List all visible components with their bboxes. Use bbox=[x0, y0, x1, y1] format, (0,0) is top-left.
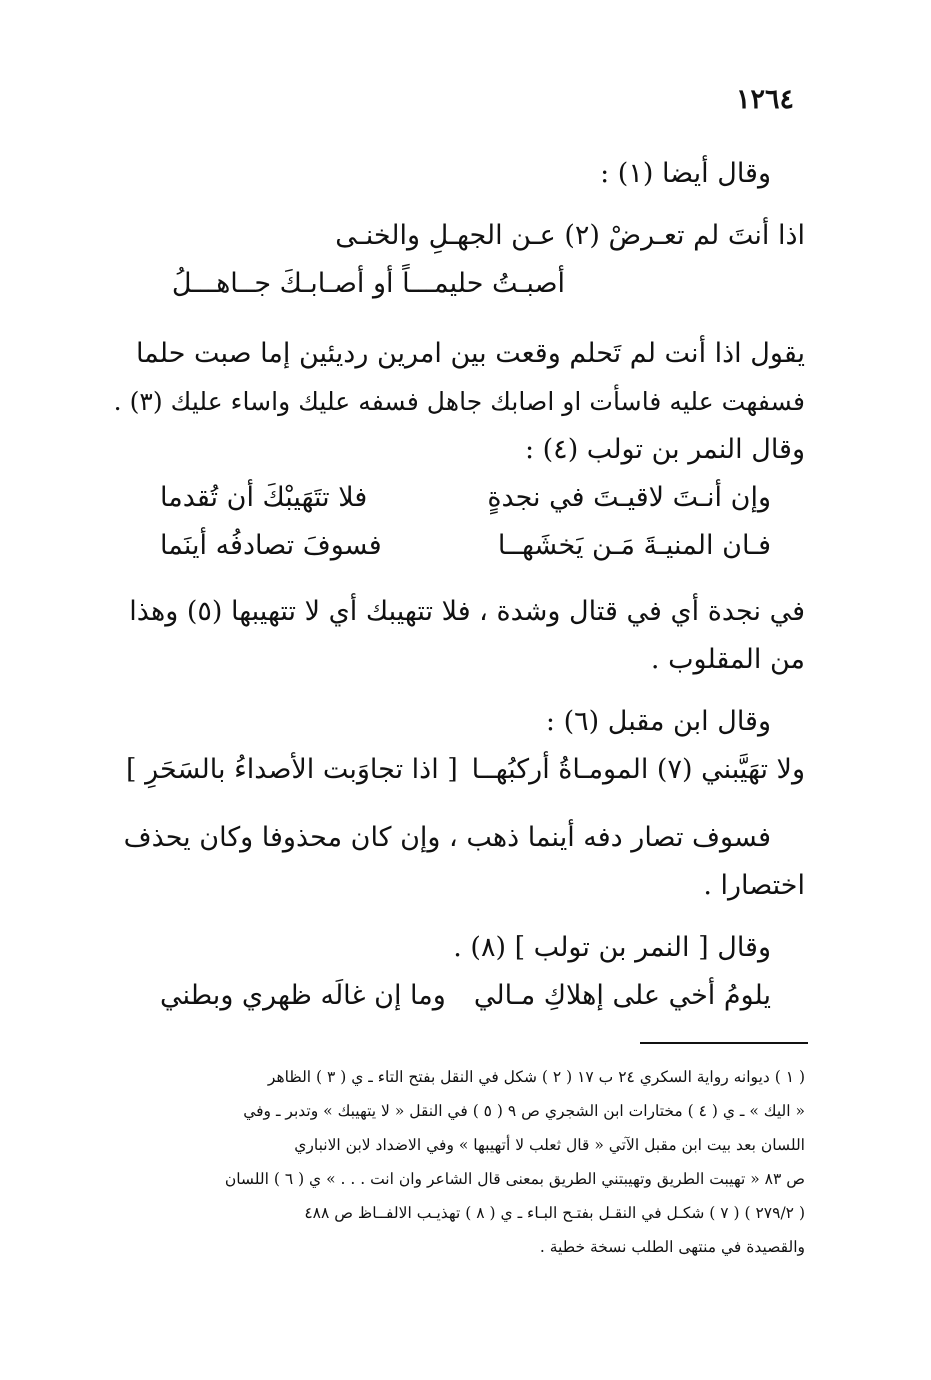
footnote-line: والقصيدة في منتهى الطلب نسخة خطية . bbox=[539, 1238, 805, 1256]
verse-hemistich: [ اذا تجاوَبت الأصداءُ بالسَحَرِ ] bbox=[126, 754, 458, 785]
verse-hemistich: ولا تهَيَّبني (٧) المومـاةُ أركبُهــا bbox=[471, 754, 805, 785]
commentary-line: من المقلوب . bbox=[650, 644, 805, 675]
verse-hemistich: وما إن غالَه ظهري وبطني bbox=[160, 980, 446, 1011]
verse-hemistich: فسوفَ تصادفُه أينَما bbox=[160, 530, 382, 561]
footnote-line: اللسان بعد بيت ابن مقبل الآتي « قال ثعلب لا أتهيبها » وفي الاضداد لابن الانباري bbox=[294, 1136, 805, 1154]
commentary-line: يقول اذا أنت لم تَحلم وقعت بين امرين رديئين إما صبت حلما bbox=[135, 338, 805, 369]
commentary-line: اختصارا . bbox=[703, 870, 805, 901]
verse-hemistich: يلومُ أخي على إهلاكِ مـالي bbox=[473, 980, 771, 1011]
commentary-line: في نجدة أي في قتال وشدة ، فلا تتهيبك أي لا تتهيبها (٥) وهذا bbox=[129, 596, 805, 627]
poem-intro: وقال [ النمر بن تولب ] (٨) . bbox=[453, 932, 771, 963]
footnote-line: ( ٢٧٩/٢ ) ( ٧ ) شكـل في النقـل بفتـح البـاء ـ ي ( ٨ ) تهذيـب الالفــاظ ص ٤٨٨ bbox=[304, 1204, 805, 1222]
footnote-line: ( ١ ) ديوانه رواية السكري ٢٤ ب ١٧ ( ٢ ) شكل في النقل بفتح التاء ـ ي ( ٣ ) الظاهر bbox=[267, 1068, 805, 1086]
footnote-line: « اليك » ـ ي ( ٤ ) مختارات ابن الشجري ص ٩ ( ٥ ) في النقل « لا يتهيبك » وتدبر ـ وفي bbox=[243, 1102, 805, 1120]
verse-hemistich: فلا تتَهَيبْكَ أن تُقدما bbox=[160, 482, 368, 513]
commentary-line: فسوف تصار دفه أينما ذهب ، وإن كان محذوفا وكان يحذف bbox=[123, 822, 771, 853]
footnote-line: ص ٨٣ « تهيبت الطريق وتهيبتني الطريق بمعنى قال الشاعر وان انت . . . » ي ( ٦ ) اللسان bbox=[224, 1170, 805, 1188]
poem-intro: وقال ابن مقبل (٦) : bbox=[545, 706, 771, 737]
verse-line: أصبـتُ حليمـــاً أو أصـابـكَ جــاهـــلُ bbox=[171, 268, 565, 299]
verse-hemistich: وإن أنـتَ لاقيـتَ في نجدةٍ bbox=[487, 482, 771, 513]
verse-hemistich: فـان المنيـةَ مَـن يَخشَهــا bbox=[497, 530, 771, 561]
page-number: ١٢٦٤ bbox=[735, 84, 794, 115]
verse-line: اذا أنتَ لم تعـرضْ (٢) عـن الجهـلِ والخنـى bbox=[335, 220, 805, 251]
footnote-separator bbox=[640, 1042, 808, 1044]
poem-intro: وقال أيضا (١) : bbox=[600, 158, 771, 189]
poem-intro: وقال النمر بن تولب (٤) : bbox=[524, 434, 805, 465]
commentary-line: فسفهت عليه فاسأت او اصابك جاهل فسفه عليك واساء عليك (٣) . bbox=[113, 387, 805, 416]
